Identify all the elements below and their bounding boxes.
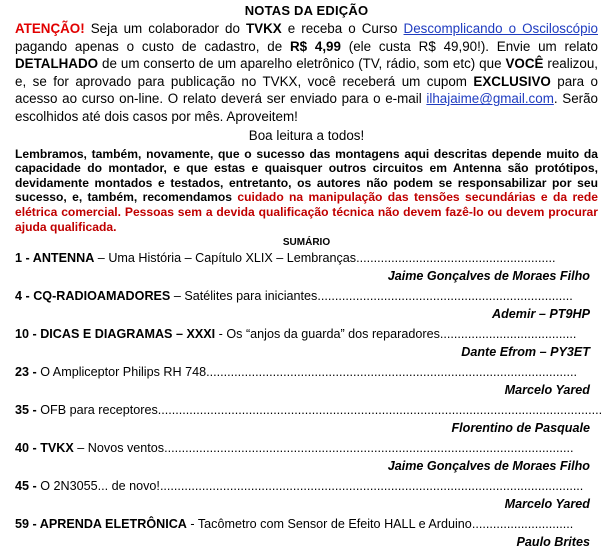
summary-entry[interactable]: 35 - OFB para receptores............................................................................................................................... Florentino de Pasquale bbox=[15, 403, 603, 436]
price: R$ 4,99 bbox=[289, 38, 341, 54]
entry-author: Jaime Gonçalves de Moraes Filho bbox=[387, 269, 590, 284]
attention-label: ATENÇÃO! bbox=[15, 21, 85, 36]
entry-author: Florentino de Pasquale bbox=[451, 421, 590, 436]
page-title: NOTAS DA EDIÇÃO bbox=[244, 3, 369, 18]
summary-entry[interactable]: 59 - APRENDA ELETRÔNICA - Tacômetro com Sensor de Efeito HALL e Arduino............................. Paulo Brites bbox=[15, 517, 590, 550]
summary-entry[interactable]: 1 - ANTENNA – Uma História – Capítulo XLIX – Lembranças......................................................... Jaime Gonçalves de Moraes Filho bbox=[15, 251, 590, 284]
entry-author: Jaime Gonçalves de Moraes Filho bbox=[387, 459, 590, 474]
entry-author: Ademir – PT9HP bbox=[492, 307, 590, 322]
summary-entry[interactable]: 10 - DICAS E DIAGRAMAS – XXXI - Os “anjos da guarda” dos reparadores....................................... Dante Efrom – PY3ET bbox=[15, 327, 590, 360]
safety-warning-highlight: cuidado na manipulação das tensões secundárias e da rede elétrica comercial. Pessoas sem a devida qualificação técnica não devem fazê-lo ou devem procurar ajuda qualificada. bbox=[15, 190, 598, 234]
summary-entry[interactable]: 40 - TVKX – Novos ventos..................................................................................................................... Jaime Gonçalves de Moraes Filho bbox=[15, 441, 590, 474]
greeting-line: Boa leitura a todos! bbox=[248, 127, 365, 143]
summary-list bbox=[15, 250, 603, 554]
safety-warning: Lembramos, também, novamente, que o sucesso das montagens aqui descritas depende muito da capacidade do montador, e que estas e quaisquer outros circuitos em Antenna são protótipos, devidamente montados e testados, entretanto, os autores não podem se responsabilizar por seu sucesso, e, também, recomendamos cuidado na manipulação das tensões secundárias e da rede elétrica comercial. Pessoas sem a devida qualificação técnica não devem fazê-lo ou devem procurar ajuda qualificada. bbox=[15, 146, 598, 234]
summary-entry[interactable]: 4 - CQ-RADIOAMADORES – Satélites para iniciantes......................................................................... Ademir – PT9HP bbox=[15, 289, 590, 322]
summary-heading: SUMÁRIO bbox=[282, 237, 331, 249]
entry-author: Dante Efrom – PY3ET bbox=[461, 345, 590, 360]
entry-author: Marcelo Yared bbox=[504, 383, 590, 398]
email-link[interactable]: ilhajaime@gmail.com bbox=[426, 91, 554, 107]
entry-author: Marcelo Yared bbox=[504, 497, 590, 512]
summary-entry[interactable]: 45 - O 2N3055... de novo!......................................................................................................................... Marcelo Yared bbox=[15, 479, 590, 512]
entry-author: Paulo Brites bbox=[516, 535, 590, 550]
summary-entry[interactable]: 23 - O Ampliceptor Philips RH 748.......................................................................................................... Marcelo Yared bbox=[15, 365, 590, 398]
course-link[interactable]: Descomplicando o Osciloscópio bbox=[403, 21, 598, 36]
collaborator-notice: ATENÇÃO! Seja um colaborador do TVKX e receba o Curso Descomplicando o Osciloscópio pagando apenas o custo de cadastro, de R$ 4,99 (ele custa R$ 49,90!). Envie um relato DETALHADO de um conserto de um aparelho eletrônico (TV, rádio, som etc) que VOCÊ realizou, e, se for aprovado para publicação no TVKX, você receberá um cupom EXCLUSIVO para o acesso ao curso on-line. O relato deverá ser enviado para o e-mail ilhajaime@gmail.com. Serão escolhidos até dois casos por mês. Aproveitem! bbox=[15, 21, 598, 124]
